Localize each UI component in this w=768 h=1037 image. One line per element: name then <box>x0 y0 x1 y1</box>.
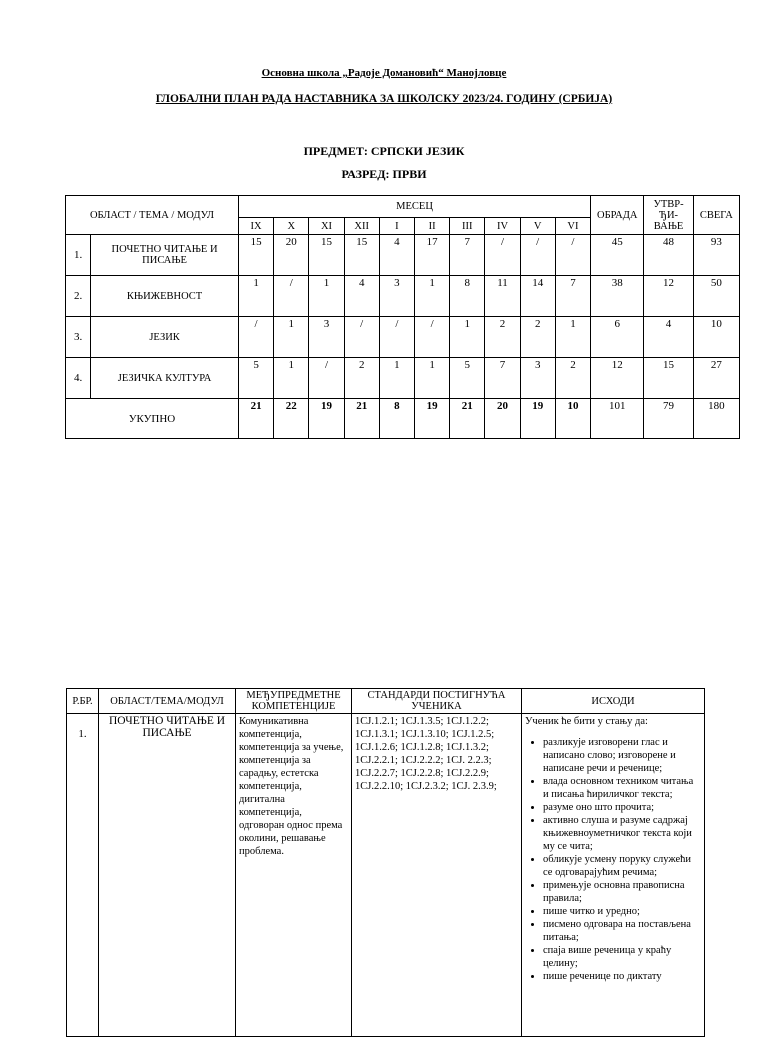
sum-month-value: 21 <box>344 399 379 439</box>
global-plan-rows <box>66 235 740 399</box>
outcomes-list <box>525 736 701 983</box>
school-name: Основна школа „Радоје Домановић“ Манојловце <box>261 67 507 79</box>
month-label: IX <box>238 218 273 235</box>
sum-row <box>66 399 740 439</box>
month-value: 1 <box>555 317 590 358</box>
month-value: 14 <box>520 276 555 317</box>
month-value: 15 <box>309 235 344 276</box>
month-label: IV <box>485 218 520 235</box>
month-label: I <box>379 218 414 235</box>
month-header: МЕСЕЦ <box>238 196 590 218</box>
detail-row <box>67 714 705 1037</box>
row-area: ПОЧЕТНО ЧИТАЊЕ И ПИСАЊЕ <box>99 714 236 1037</box>
month-value: 17 <box>415 235 450 276</box>
sum-month-value: 19 <box>309 399 344 439</box>
row-number: 1. <box>66 235 91 276</box>
sum-month-value: 20 <box>485 399 520 439</box>
plan-row <box>66 358 740 399</box>
plan-title: ГЛОБАЛНИ ПЛАН РАДА НАСТАВНИКА ЗА ШКОЛСКУ 2023/24. ГОДИНУ (СРБИЈА) <box>155 93 613 105</box>
month-value: 1 <box>379 358 414 399</box>
sum-month-value: 21 <box>450 399 485 439</box>
total-value: 50 <box>693 276 739 317</box>
standards-header: СТАНДАРДИ ПОСТИГНУЋА УЧЕНИКА <box>352 689 522 714</box>
month-value: 8 <box>450 276 485 317</box>
month-label: X <box>274 218 309 235</box>
sum-label: УКУПНО <box>66 399 239 439</box>
detail-plan-table <box>66 688 705 1037</box>
total-value: 10 <box>693 317 739 358</box>
competences-header: МЕЂУПРЕДМЕТНЕ КОМПЕТЕНЦИЈЕ <box>236 689 352 714</box>
total-header: СВЕГА <box>693 196 739 235</box>
outcomes-intro: Ученик ће бити у стању да: <box>525 716 648 727</box>
row-area-name: ЈЕЗИК <box>91 317 239 358</box>
row-area-name: ПОЧЕТНО ЧИТАЊЕ И ПИСАЊЕ <box>91 235 239 276</box>
outcome-item: • влада основном техником читања и писања ћириличког текста; <box>543 775 701 801</box>
row-area-name: ЈЕЗИЧКА КУЛТУРА <box>91 358 239 399</box>
month-value: 4 <box>344 276 379 317</box>
sum-total: 180 <box>693 399 739 439</box>
plan-row <box>66 276 740 317</box>
review-value: 4 <box>644 317 693 358</box>
month-value: 1 <box>415 358 450 399</box>
row-number: 4. <box>66 358 91 399</box>
sum-month-value: 19 <box>520 399 555 439</box>
sum-month-value: 19 <box>415 399 450 439</box>
month-value: 1 <box>238 276 273 317</box>
grade-heading: РАЗРЕД: ПРВИ <box>341 167 427 181</box>
review-header: УТВР-ЂИ-ВАЊЕ <box>644 196 693 235</box>
month-value: / <box>555 235 590 276</box>
month-label: II <box>415 218 450 235</box>
month-value: / <box>274 276 309 317</box>
outcome-item: • писмено одговара на постављена питања; <box>543 918 701 944</box>
outcome-item: • пише реченице по диктату <box>543 970 701 983</box>
month-value: / <box>344 317 379 358</box>
month-value: 5 <box>450 358 485 399</box>
sum-month-value: 21 <box>238 399 273 439</box>
month-value: 7 <box>555 276 590 317</box>
month-value: 7 <box>450 235 485 276</box>
row-number: 3. <box>66 317 91 358</box>
month-label: VI <box>555 218 590 235</box>
total-value: 27 <box>693 358 739 399</box>
row-number: 2. <box>66 276 91 317</box>
month-value: 2 <box>555 358 590 399</box>
month-value: 1 <box>309 276 344 317</box>
row-outcomes <box>522 714 705 1037</box>
month-value: / <box>309 358 344 399</box>
subject-heading: ПРЕДМЕТ: СРПСКИ ЈЕЗИК <box>303 144 465 158</box>
month-value: 1 <box>450 317 485 358</box>
processing-value: 12 <box>591 358 644 399</box>
sum-month-value: 10 <box>555 399 590 439</box>
outcome-item: • спаја више реченица у краћу целину; <box>543 944 701 970</box>
month-value: / <box>238 317 273 358</box>
month-value: / <box>415 317 450 358</box>
month-value: / <box>520 235 555 276</box>
month-value: 3 <box>520 358 555 399</box>
month-value: 1 <box>415 276 450 317</box>
review-value: 12 <box>644 276 693 317</box>
month-value: 2 <box>344 358 379 399</box>
month-value: 20 <box>274 235 309 276</box>
month-value: 7 <box>485 358 520 399</box>
row-standards: 1CJ.1.2.1; 1CJ.1.3.5; 1CJ.1.2.2; 1CJ.1.3.1; 1CJ.1.3.10; 1CJ.1.2.5; 1CJ.1.2.6; 1CJ.1.2.8; 1CJ.1.3.2; 1CJ.2.2.1; 1CJ.2.2.2; 1CJ. 2.2.3; 1CJ.2.2.7; 1CJ.2.2.8; 1CJ.2.2.9; 1CJ.2.2.10; 1CJ.2.3.2; 1CJ. 2.3.9; <box>352 714 522 1037</box>
sum-review: 79 <box>644 399 693 439</box>
processing-value: 38 <box>591 276 644 317</box>
month-label: XI <box>309 218 344 235</box>
outcome-item: • пише читко и уредно; <box>543 905 701 918</box>
plan-row <box>66 235 740 276</box>
month-value: 1 <box>274 317 309 358</box>
month-value: 1 <box>274 358 309 399</box>
processing-value: 45 <box>591 235 644 276</box>
month-value: 2 <box>520 317 555 358</box>
month-value: / <box>379 317 414 358</box>
review-value: 15 <box>644 358 693 399</box>
sum-processing: 101 <box>591 399 644 439</box>
month-value: 3 <box>309 317 344 358</box>
outcome-item: • разликује изговорени глас и написано слово; изговорене и написане речи и реченице; <box>543 736 701 775</box>
month-label: XII <box>344 218 379 235</box>
month-label: V <box>520 218 555 235</box>
total-value: 93 <box>693 235 739 276</box>
num-header: Р.БР. <box>67 689 99 714</box>
month-value: 4 <box>379 235 414 276</box>
review-value: 48 <box>644 235 693 276</box>
processing-header: ОБРАДА <box>591 196 644 235</box>
month-value: 5 <box>238 358 273 399</box>
month-value: 15 <box>238 235 273 276</box>
month-value: 11 <box>485 276 520 317</box>
month-value: 2 <box>485 317 520 358</box>
plan-row <box>66 317 740 358</box>
outcome-item: • активно слуша и разуме садржај књижевноуметничког текста који му се чита; <box>543 814 701 853</box>
area-header: ОБЛАСТ/ТЕМА/МОДУЛ <box>99 689 236 714</box>
month-value: 15 <box>344 235 379 276</box>
processing-value: 6 <box>591 317 644 358</box>
row-competences: Комуникативна компетенција, компетенција за учење, компетенција за сарадњу, естетска компетенција, дигитална компетенција, одговоран однос према околини, решавање проблема. <box>236 714 352 1037</box>
global-plan-table <box>65 195 740 439</box>
row-area-name: КЊИЖЕВНОСТ <box>91 276 239 317</box>
sum-month-value: 22 <box>274 399 309 439</box>
outcomes-header: ИСХОДИ <box>522 689 705 714</box>
area-header: ОБЛАСТ / ТЕМА / МОДУЛ <box>66 196 239 235</box>
outcome-item: • обликује усмену поруку служећи се одговарајућим речима; <box>543 853 701 879</box>
outcome-item: • примењује основна правописна правила; <box>543 879 701 905</box>
month-value: 3 <box>379 276 414 317</box>
outcome-item: • разуме оно што прочита; <box>543 801 701 814</box>
month-label: III <box>450 218 485 235</box>
month-value: / <box>485 235 520 276</box>
sum-month-value: 8 <box>379 399 414 439</box>
row-number: 1. <box>67 714 99 1037</box>
